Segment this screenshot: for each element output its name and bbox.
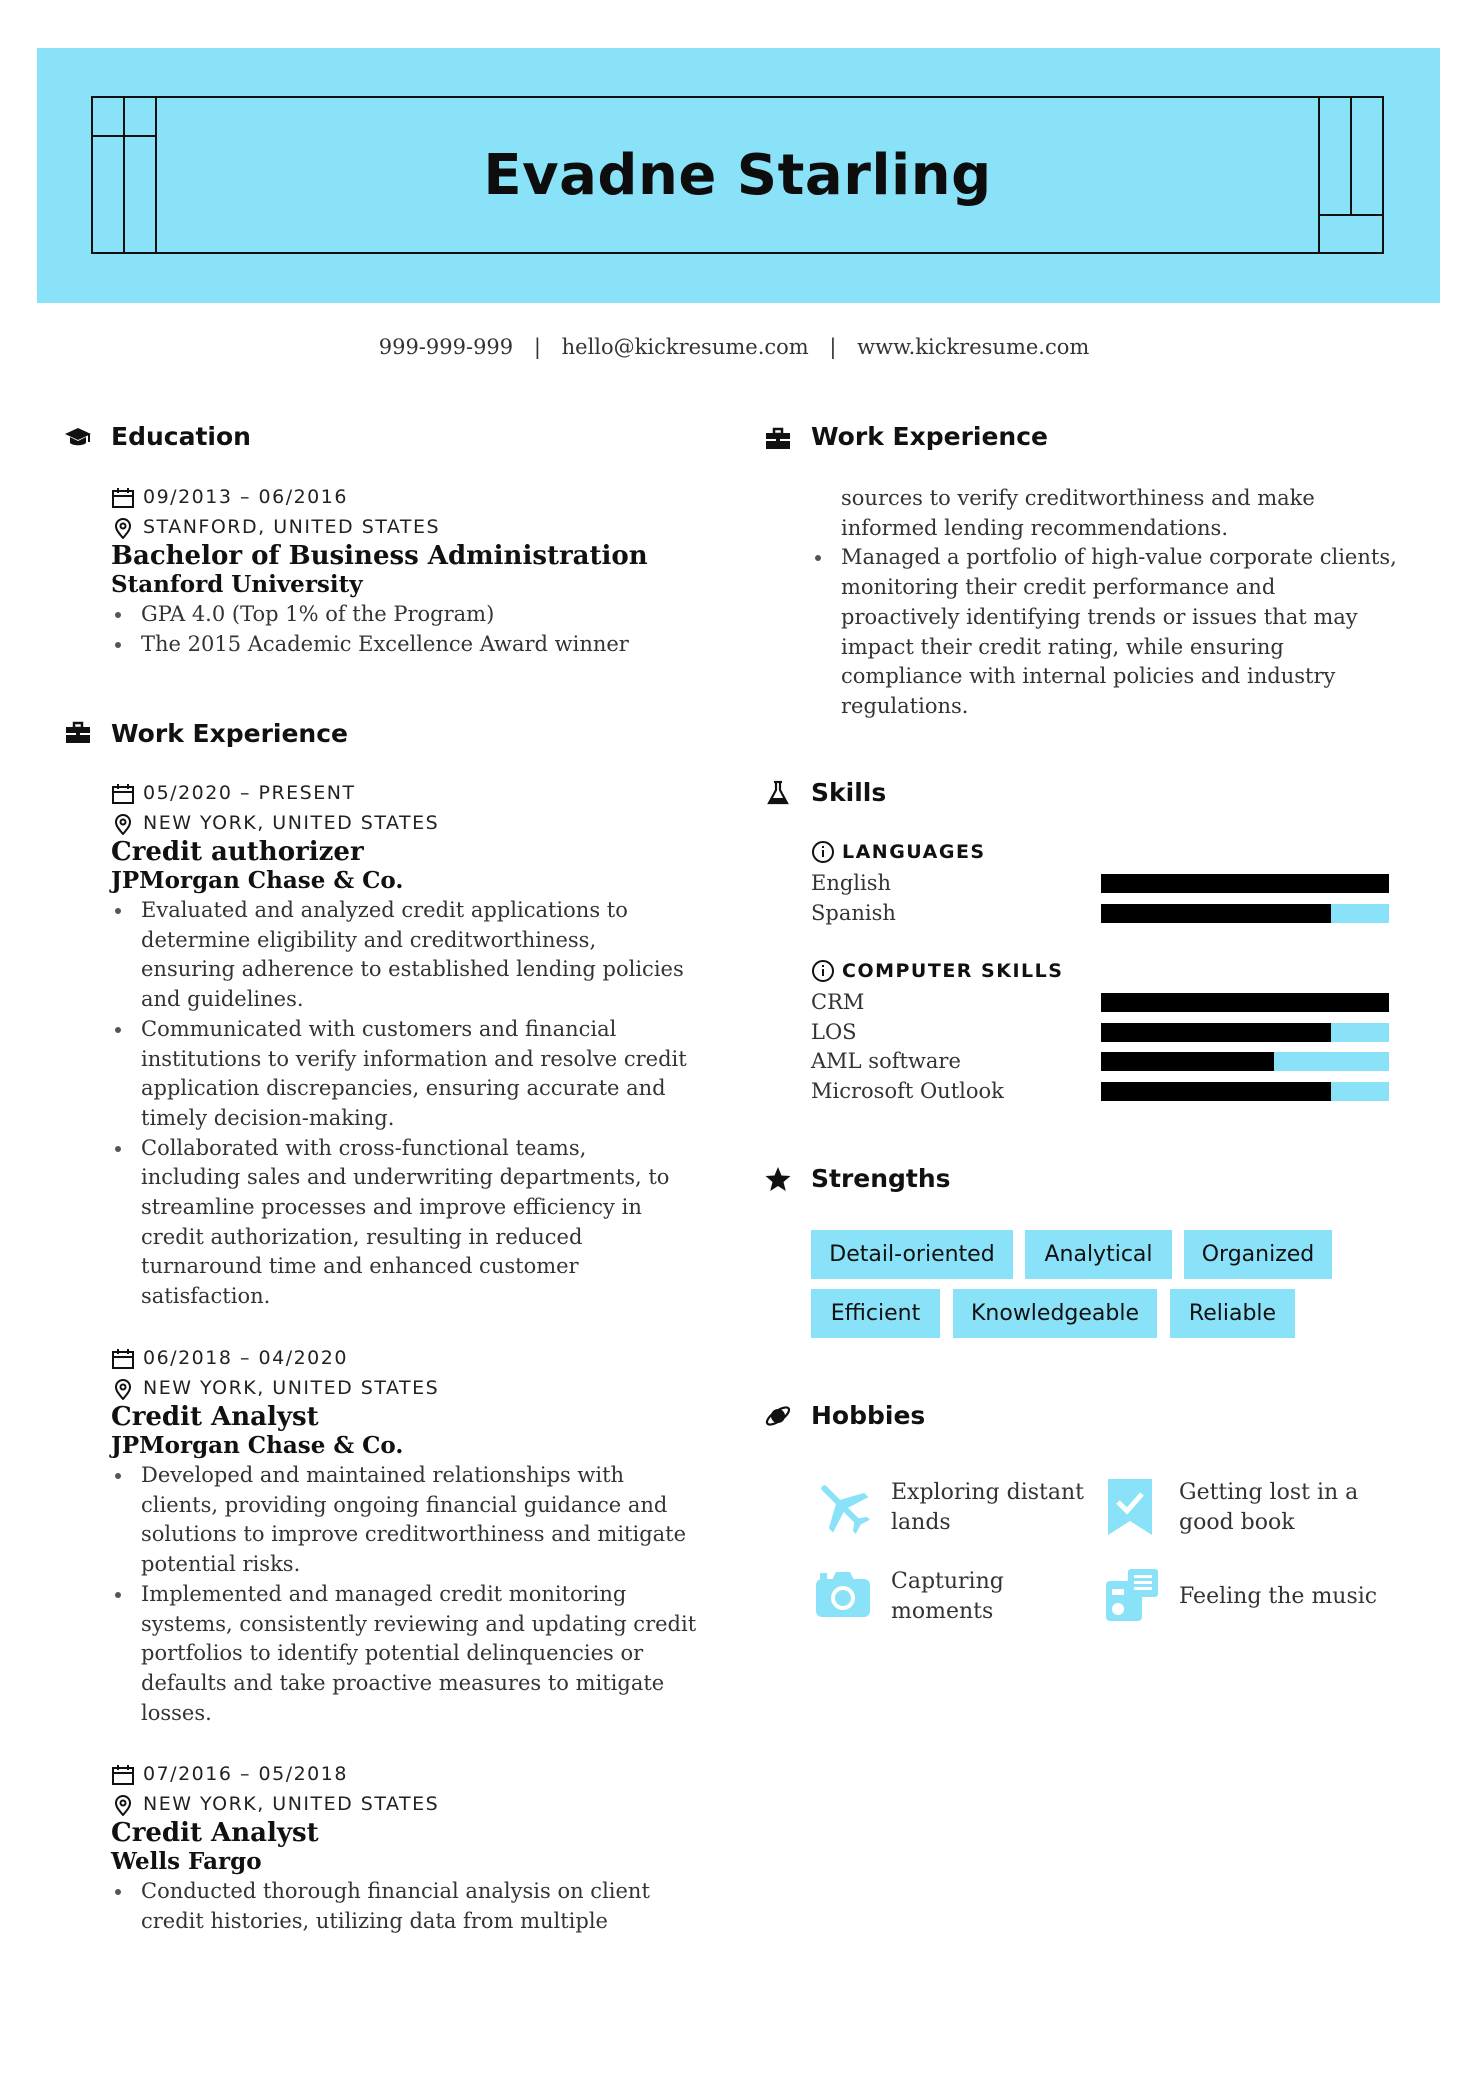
hobby-label: Getting lost in a good book <box>1179 1480 1359 1535</box>
skill-bar <box>1101 1082 1389 1101</box>
work-experience-title: Work Experience <box>811 422 1048 451</box>
skill-bar-fill <box>1101 874 1389 893</box>
location-pin-icon <box>111 517 135 539</box>
job-title: Credit Analyst <box>111 1818 319 1848</box>
list-item: Evaluated and analyzed credit applications to determine eligibility and creditworthiness, ensuring adherence to established lending policies and guidelines. <box>111 896 731 1015</box>
bookmark-icon <box>1106 1477 1154 1537</box>
list-item: Collaborated with cross-functional teams, including sales and underwriting departments, to streamline processes and improve efficiency in credit authorization, resulting in reduced turnaround time and enhanced customer satisfaction. <box>111 1134 731 1312</box>
location: STANFORD, UNITED STATES <box>143 516 440 538</box>
briefcase-icon <box>64 719 92 747</box>
skill-bar <box>1101 1052 1389 1071</box>
list-item: The 2015 Academic Excellence Award winner <box>111 630 711 660</box>
website: www.kickresume.com <box>857 335 1090 359</box>
hobbies-title: Hobbies <box>811 1401 926 1430</box>
camera-icon <box>814 1569 872 1619</box>
skill-bar <box>1101 904 1389 923</box>
job-bullets <box>111 1461 731 1728</box>
header-frame <box>91 96 1384 254</box>
skill-bar-fill <box>1101 1023 1331 1042</box>
strength-tag: Knowledgeable <box>953 1289 1157 1338</box>
company: JPMorgan Chase & Co. <box>111 1432 404 1459</box>
location: NEW YORK, UNITED STATES <box>143 812 439 834</box>
location: NEW YORK, UNITED STATES <box>143 1793 439 1815</box>
list-item: Developed and maintained relationships with clients, providing ongoing financial guidance and solutions to improve creditworthiness and mitigate potential risks. <box>111 1461 731 1580</box>
skill-name: English <box>811 871 892 895</box>
job-title: Credit Analyst <box>111 1402 319 1432</box>
separator: | <box>829 335 837 359</box>
date-range: 05/2020 – PRESENT <box>143 782 356 804</box>
job-bullets <box>111 1877 731 1936</box>
skill-bar-fill <box>1101 1052 1274 1071</box>
skills-title: Skills <box>811 778 887 807</box>
company: JPMorgan Chase & Co. <box>111 867 404 894</box>
briefcase-icon <box>764 425 792 453</box>
location-pin-icon <box>111 1378 135 1400</box>
strength-tag: Analytical <box>1025 1230 1172 1279</box>
school: Stanford University <box>111 571 363 598</box>
job-title: Credit authorizer <box>111 837 364 867</box>
contact-line <box>0 335 1468 359</box>
calendar-icon <box>111 1764 135 1786</box>
date-range: 07/2016 – 05/2018 <box>143 1763 348 1785</box>
strengths-title: Strengths <box>811 1164 951 1193</box>
skill-name: Spanish <box>811 901 896 925</box>
languages-label: LANGUAGES <box>842 841 986 863</box>
company: Wells Fargo <box>111 1848 262 1875</box>
skill-bar <box>1101 993 1389 1012</box>
skill-name: AML software <box>811 1049 961 1073</box>
date-range: 06/2018 – 04/2020 <box>143 1347 348 1369</box>
calendar-icon <box>111 783 135 805</box>
info-icon <box>811 840 835 864</box>
info-icon <box>811 959 835 983</box>
candidate-name: Evadne Starling <box>483 142 992 208</box>
work-experience-title: Work Experience <box>111 719 348 748</box>
phone: 999-999-999 <box>378 335 514 359</box>
list-item: Implemented and managed credit monitoring systems, consistently reviewing and updating credit portfolios to identify potential delinquencies or defaults and take proactive measures to mitigate losses. <box>111 1580 731 1729</box>
list-item: GPA 4.0 (Top 1% of the Program) <box>111 600 711 630</box>
education-bullets <box>111 600 711 659</box>
location: NEW YORK, UNITED STATES <box>143 1377 439 1399</box>
skill-name: CRM <box>811 990 865 1014</box>
strength-tag: Organized <box>1184 1230 1332 1279</box>
skill-bar-fill <box>1101 1082 1331 1101</box>
location-pin-icon <box>111 813 135 835</box>
skill-bar <box>1101 1023 1389 1042</box>
list-item: Managed a portfolio of high-value corporate clients, monitoring their credit performance and proactively identifying trends or issues that may impact their credit rating, while ensuring compliance with internal policies and industry regulations. <box>811 543 1431 721</box>
strength-tag: Reliable <box>1170 1289 1295 1338</box>
skill-name: LOS <box>811 1020 857 1044</box>
hobby-label: Feeling the music <box>1179 1584 1378 1609</box>
education-title: Education <box>111 422 251 451</box>
location-pin-icon <box>111 1794 135 1816</box>
job-bullets <box>111 896 731 1312</box>
hobby-label: Capturing moments <box>891 1569 1004 1624</box>
skill-bar <box>1101 874 1389 893</box>
star-icon <box>764 1165 792 1193</box>
strength-tag: Efficient <box>811 1289 940 1338</box>
separator: | <box>533 335 541 359</box>
planet-icon <box>764 1402 792 1430</box>
skill-name: Microsoft Outlook <box>811 1079 1004 1103</box>
computer-skills-label: COMPUTER SKILLS <box>842 960 1064 982</box>
flask-icon <box>764 779 792 807</box>
graduation-cap-icon <box>64 423 92 451</box>
list-item: Conducted thorough financial analysis on client credit histories, utilizing data from multiple <box>111 1877 731 1936</box>
degree: Bachelor of Business Administration <box>111 541 648 571</box>
airplane-icon <box>812 1476 874 1538</box>
calendar-icon <box>111 487 135 509</box>
hobby-label: Exploring distant lands <box>891 1480 1085 1535</box>
skill-bar-fill <box>1101 904 1331 923</box>
radio-icon <box>1104 1567 1160 1623</box>
skill-bar-fill <box>1101 993 1389 1012</box>
email: hello@kickresume.com <box>561 335 809 359</box>
strength-tag: Detail-oriented <box>811 1230 1013 1279</box>
date-range: 09/2013 – 06/2016 <box>143 486 348 508</box>
job-bullets-continued <box>811 484 1431 722</box>
list-item: sources to verify creditworthiness and make informed lending recommendations. <box>841 486 1315 540</box>
list-item: Communicated with customers and financial institutions to verify information and resolve credit application discrepancies, ensuring accurate and timely decision-making. <box>111 1015 731 1134</box>
calendar-icon <box>111 1348 135 1370</box>
